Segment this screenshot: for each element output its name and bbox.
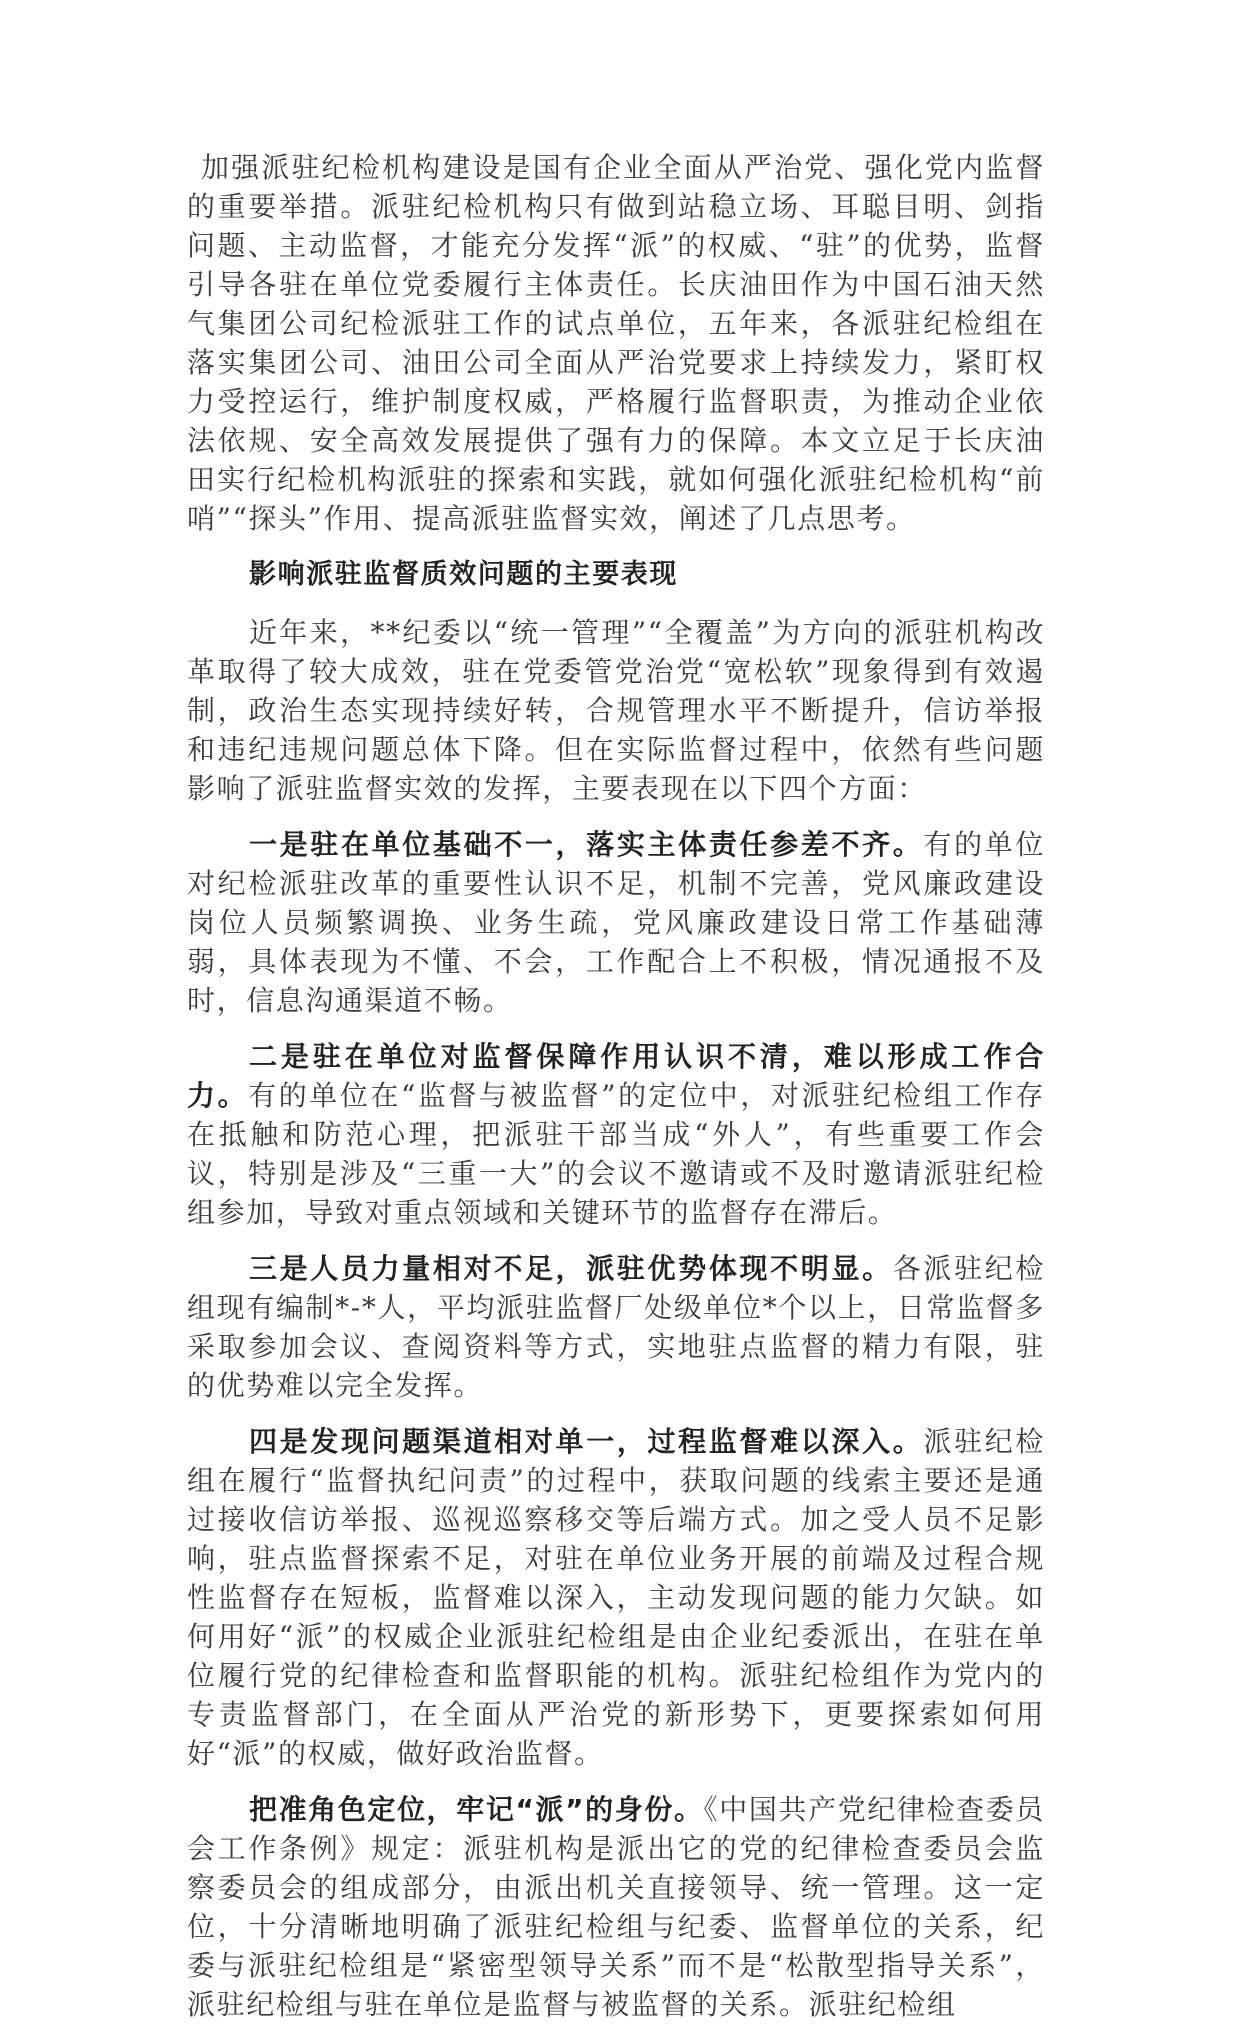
point-body-1: 有的单位对纪检派驻改革的重要性认识不足，机制不完善，党风廉政建设岗位人员频繁调换、业务生疏，党风廉政建设日常工作基础薄弱，具体表现为不懂、不会，工作配合上不积极，情况通报不及时，信息沟通渠道不畅。 — [187, 828, 1046, 1017]
point-lead-2: 二是驻在单位对监督保障作用认识不清，难以形成工作合力。 — [187, 1040, 1045, 1112]
point-paragraph-4 — [187, 1422, 1045, 1773]
point-paragraph-3 — [187, 1249, 1045, 1405]
point-paragraph-1 — [187, 825, 1045, 1020]
point-body-3: 各派驻纪检组现有编制*-*人，平均派驻监督厂处级单位*个以上，日常监督多采取参加会议、查阅资料等方式，实地驻点监督的精力有限，驻的优势难以完全发挥。 — [187, 1252, 1045, 1402]
point-body-5: 《中国共产党纪律检查委员会工作条例》规定：派驻机构是派出它的党的纪律检查委员会监察委员会的组成部分，由派出机关直接领导、统一管理。这一定位，十分清晰地明确了派驻纪检组与纪委、监督单位的关系，纪委与派驻纪检组是“紧密型领导关系”而不是“松散型指导关系”，派驻纪检组与驻在单位是监督与被监督的关系。派驻纪检组 — [187, 1793, 1046, 2021]
point-body-4: 派驻纪检组在履行“监督执纪问责”的过程中，获取问题的线索主要还是通过接收信访举报、巡视巡察移交等后端方式。加之受人员不足影响，驻点监督探索不足，对驻在单位业务开展的前端及过程合规性监督存在短板，监督难以深入，主动发现问题的能力欠缺。如何用好“派”的权威企业派驻纪检组是由企业纪委派出，在驻在单位履行党的纪律检查和监督职能的机构。派驻纪检组作为党内的专责监督部门，在全面从严治党的新形势下，更要探索如何用好“派”的权威，做好政治监督。 — [187, 1425, 1046, 1770]
document-page — [187, 148, 1045, 2041]
point-body-2: 有的单位在“监督与被监督”的定位中，对派驻纪检组工作存在抵触和防范心理，把派驻干部当成“外人”，有些重要工作会议，特别是涉及“三重一大”的会议不邀请或不及时邀请派驻纪检组参加，导致对重点领域和关键环节的监督存在滞后。 — [187, 1079, 1046, 1229]
point-paragraph-2 — [187, 1037, 1045, 1232]
point-lead-4: 四是发现问题渠道相对单一，过程监督难以深入。 — [249, 1425, 924, 1458]
point-lead-1: 一是驻在单位基础不一，落实主体责任参差不齐。 — [249, 828, 924, 861]
section-heading: 影响派驻监督质效问题的主要表现 — [249, 559, 678, 590]
intro-paragraph: 加强派驻纪检机构建设是国有企业全面从严治党、强化党内监督的重要举措。派驻纪检机构只有做到站稳立场、耳聪目明、剑指问题、主动监督，才能充分发挥“派”的权威、“驻”的优势，监督引导各驻在单位党委履行主体责任。长庆油田作为中国石油天然气集团公司纪检派驻工作的试点单位，五年来，各派驻纪检组在落实集团公司、油田公司全面从严治党要求上持续发力，紧盯权力受控运行，维护制度权威，严格履行监督职责，为推动企业依法依规、安全高效发展提供了强有力的保障。本文立足于长庆油田实行纪检机构派驻的探索和实践，就如何强化派驻纪检机构“前哨”“探头”作用、提高派驻监督实效，阐述了几点思考。 — [187, 151, 1045, 535]
point-lead-5: 把准角色定位，牢记“派”的身份。 — [249, 1793, 704, 1826]
point-lead-3: 三是人员力量相对不足，派驻优势体现不明显。 — [249, 1252, 893, 1285]
point-paragraph-5 — [187, 1790, 1045, 2024]
section-intro-paragraph: 近年来，**纪委以“统一管理”“全覆盖”为方向的派驻机构改革取得了较大成效，驻在党委管党治党“宽松软”现象得到有效遏制，政治生态实现持续好转，合规管理水平不断提升，信访举报和违纪违规问题总体下降。但在实际监督过程中，依然有些问题影响了派驻监督实效的发挥，主要表现在以下四个方面： — [187, 616, 1045, 805]
